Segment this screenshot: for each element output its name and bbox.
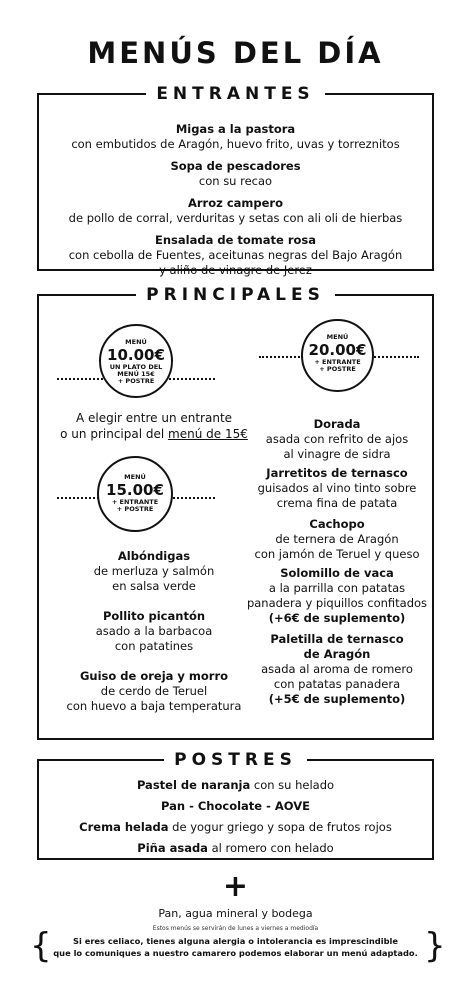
dish-description: con patatas panadera (273, 677, 401, 691)
dish-name: Arroz campero (187, 196, 283, 210)
list-item (237, 466, 437, 511)
badge-sub: + ENTRANTE (314, 358, 361, 366)
list-item (237, 632, 437, 707)
supplement-note: (+6€ de suplemento) (268, 611, 406, 625)
dish-description: y aliño de vinagre de Jerez (159, 263, 312, 277)
dish-name: Ensalada de tomate rosa (155, 233, 316, 247)
dish-description: de cerdo de Teruel (100, 684, 208, 698)
menu-20-price-badge (301, 319, 374, 392)
list-item (237, 517, 437, 562)
dish-name: Solomillo de vaca (280, 566, 394, 580)
warning-line: que lo comuniques a nuestro camarero podemos elaborar un menú adaptado. (53, 948, 418, 958)
postres-section (37, 750, 434, 860)
list-item (39, 549, 269, 594)
dish-description: guisados al vino tinto sobre (257, 481, 417, 495)
entrantes-heading: ENTRANTES (39, 81, 432, 107)
badge-label: MENÚ (326, 333, 349, 341)
dish-description: de ternera de Aragón (275, 532, 399, 546)
dish-description: con cebolla de Fuentes, aceitunas negras del Bajo Aragón (68, 248, 403, 262)
list-item (39, 232, 432, 278)
menu-15-price-badge (97, 456, 173, 532)
dish-description: crema fina de patata (276, 496, 398, 510)
dish-name: de Aragón (303, 647, 371, 661)
menu-10-price-badge (99, 324, 173, 398)
dish-description: panadera y piquillos confitados (246, 596, 428, 610)
principales-heading: PRINCIPALES (39, 282, 432, 308)
list-item (237, 566, 437, 626)
list-item (39, 609, 269, 654)
badge-sub: + POSTRE (116, 505, 154, 513)
dish-name: Guiso de oreja y morro (79, 669, 229, 683)
allergy-warning (50, 935, 421, 959)
list-item (39, 669, 269, 714)
plus-icon: + (222, 869, 249, 904)
left-brace: { (30, 926, 52, 966)
dish-description: con jamón de Teruel y queso (254, 547, 420, 561)
list-item (237, 417, 437, 462)
dish-name: Migas a la pastora (175, 122, 296, 136)
menu-10-info (39, 410, 269, 442)
dish-description: con patatines (114, 639, 194, 653)
badge-label: MENÚ (125, 338, 147, 346)
badge-sub: + POSTRE (117, 377, 155, 385)
list-item (39, 195, 432, 226)
badge-sub: MENÚ 15€ (117, 370, 155, 378)
dish-description: en salsa verde (112, 579, 196, 593)
menu-15-link: menú de 15€ (168, 427, 248, 441)
dish-description: de merluza y salmón (93, 564, 215, 578)
list-item: Piña asada al romero con helado (137, 841, 334, 855)
badge-price: 15.00€ (106, 481, 164, 499)
dish-description: con huevo a baja temperatura (66, 699, 242, 713)
dish-name: Jarretitos de ternasco (266, 466, 408, 480)
postres-list (39, 775, 432, 859)
schedule-note: Estos menús se servirán de lunes a viernes a mediodía (152, 925, 319, 932)
dish-name: Sopa de pescadores (170, 159, 301, 173)
entrantes-section (37, 84, 434, 277)
dish-name: Cachopo (309, 517, 365, 531)
dish-description: con su recao (198, 174, 273, 188)
badge-label: MENÚ (124, 473, 146, 481)
right-brace: } (424, 926, 446, 966)
dish-name: Pollito picantón (102, 609, 206, 623)
dish-description: asada con refrito de ajos (265, 432, 409, 446)
dish-name: Albóndigas (117, 549, 191, 563)
dish-description: asada al aroma de romero (261, 662, 413, 676)
badge-price: 20.00€ (308, 341, 367, 359)
dish-description: a la parrilla con patatas (268, 581, 406, 595)
warning-line: Si eres celiaco, tienes alguna alergia o intolerancia es imprescindible (72, 936, 398, 946)
dish-description: de pollo de corral, verduritas y setas con ali oli de hierbas (68, 211, 403, 225)
dish-name: Paletilla de ternasco (270, 632, 404, 646)
entrantes-list (39, 121, 432, 284)
badge-sub: UN PLATO DEL (109, 363, 163, 371)
list-item: Crema helada de yogur griego y sopa de frutos rojos (79, 820, 392, 834)
badge-sub: + POSTRE (319, 365, 356, 373)
principales-section (37, 285, 434, 740)
list-item: Pan - Chocolate - AOVE (161, 799, 310, 813)
dish-description: asado a la barbacoa (95, 624, 213, 638)
dish-description: al vinagre de sidra (283, 447, 391, 461)
dish-description: con embutidos de Aragón, huevo frito, uvas y torreznitos (71, 137, 400, 151)
list-item: Pastel de naranja con su helado (136, 778, 335, 792)
list-item (39, 158, 432, 189)
list-item (39, 121, 432, 152)
info-line: A elegir entre un entrante (75, 411, 233, 425)
badge-sub: + ENTRANTE (111, 498, 159, 506)
supplement-note: (+5€ de suplemento) (268, 692, 406, 706)
included-text: Pan, agua mineral y bodega (158, 907, 313, 920)
dish-name: Dorada (313, 417, 361, 431)
badge-price: 10.00€ (107, 346, 165, 364)
page-title: MENÚS DEL DÍA (87, 36, 384, 70)
postres-heading: POSTRES (39, 747, 432, 773)
info-line: o un principal del menú de 15€ (60, 427, 248, 441)
